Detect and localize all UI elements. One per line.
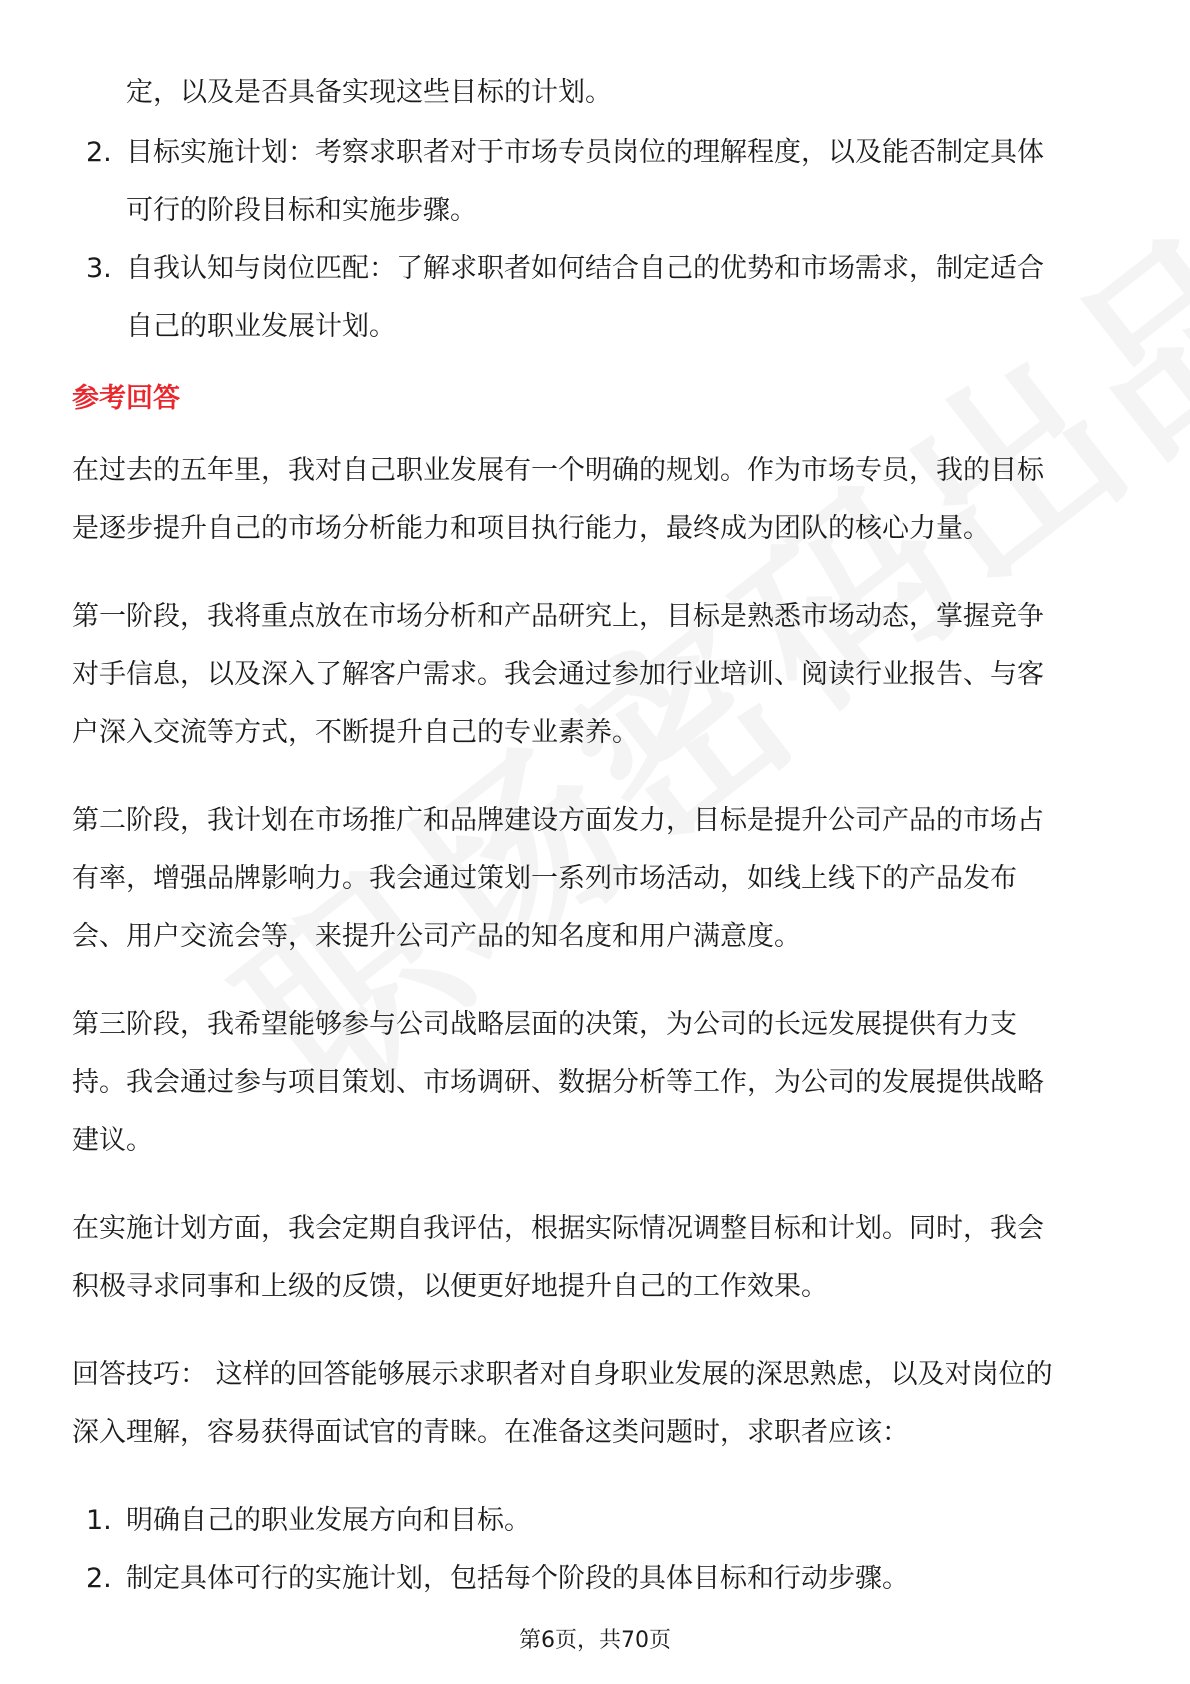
answer-tips-paragraph [72,1346,1118,1462]
list-number: 2. [86,1563,112,1594]
paragraph-line: 户深入交流等方式，不断提升自己的专业素养。 [72,717,639,748]
paragraph-line: 深入理解，容易获得面试官的青睐。在准备这类问题时，求职者应该： [72,1417,909,1448]
tips-list [72,1492,1118,1608]
paragraph-line: 会、用户交流会等，来提升公司产品的知名度和用户满意度。 [72,921,801,952]
list-item-line: 明确自己的职业发展方向和目标。 [126,1505,531,1536]
list-item [72,124,1118,240]
paragraph-line: 是逐步提升自己的市场分析能力和项目执行能力，最终成为团队的核心力量。 [72,513,990,544]
paragraph [72,442,1118,558]
list-number: 1. [86,1505,112,1536]
paragraph [72,792,1118,966]
paragraph-line: 在过去的五年里，我对自己职业发展有一个明确的规划。作为市场专员，我的目标 [72,455,1044,486]
paragraph-line: 有率，增强品牌影响力。我会通过策划一系列市场活动，如线上线下的产品发布 [72,863,1017,894]
list-item-line: 自我认知与岗位匹配：了解求职者如何结合自己的优势和市场需求，制定适合 [126,253,1044,284]
paragraph-line: 第一阶段，我将重点放在市场分析和产品研究上，目标是熟悉市场动态，掌握竞争 [72,601,1044,632]
list-item-line: 自己的职业发展计划。 [126,311,396,342]
paragraph-line: 对手信息，以及深入了解客户需求。我会通过参加行业培训、阅读行业报告、与客 [72,659,1044,690]
list-item [72,1492,1118,1550]
list-item-line: 目标实施计划：考察求职者对于市场专员岗位的理解程度，以及能否制定具体 [126,137,1044,168]
paragraph [72,588,1118,762]
page-content [72,64,1118,1608]
list-item [72,1550,1118,1608]
paragraph [72,1200,1118,1316]
list-item [72,240,1118,356]
paragraph-line: 第二阶段，我计划在市场推广和品牌建设方面发力，目标是提升公司产品的市场占 [72,805,1044,836]
paragraph-line: 持。我会通过参与项目策划、市场调研、数据分析等工作，为公司的发展提供战略 [72,1067,1044,1098]
list-number: 3. [86,253,112,284]
page-footer: 第6页，共70页 [519,1628,671,1653]
section-title-reference-answer: 参考回答 [72,383,180,414]
paragraph-line: 积极寻求同事和上级的反馈，以便更好地提升自己的工作效果。 [72,1271,828,1302]
evaluation-points-list [72,124,1118,356]
list-item-line: 可行的阶段目标和实施步骤。 [126,195,477,226]
list-number: 2. [86,137,112,168]
paragraph-line: 建议。 [72,1125,153,1156]
paragraph-line: 第三阶段，我希望能够参与公司战略层面的决策，为公司的长远发展提供有力支 [72,1009,1017,1040]
paragraph-line: 在实施计划方面，我会定期自我评估，根据实际情况调整目标和计划。同时，我会 [72,1213,1044,1244]
paragraph [72,996,1118,1170]
paragraph-line: 回答技巧： 这样的回答能够展示求职者对自身职业发展的深思熟虑，以及对岗位的 [72,1359,1053,1390]
list-item-line: 制定具体可行的实施计划，包括每个阶段的具体目标和行动步骤。 [126,1563,909,1594]
intro-continuation: 定，以及是否具备实现这些目标的计划。 [126,77,612,108]
